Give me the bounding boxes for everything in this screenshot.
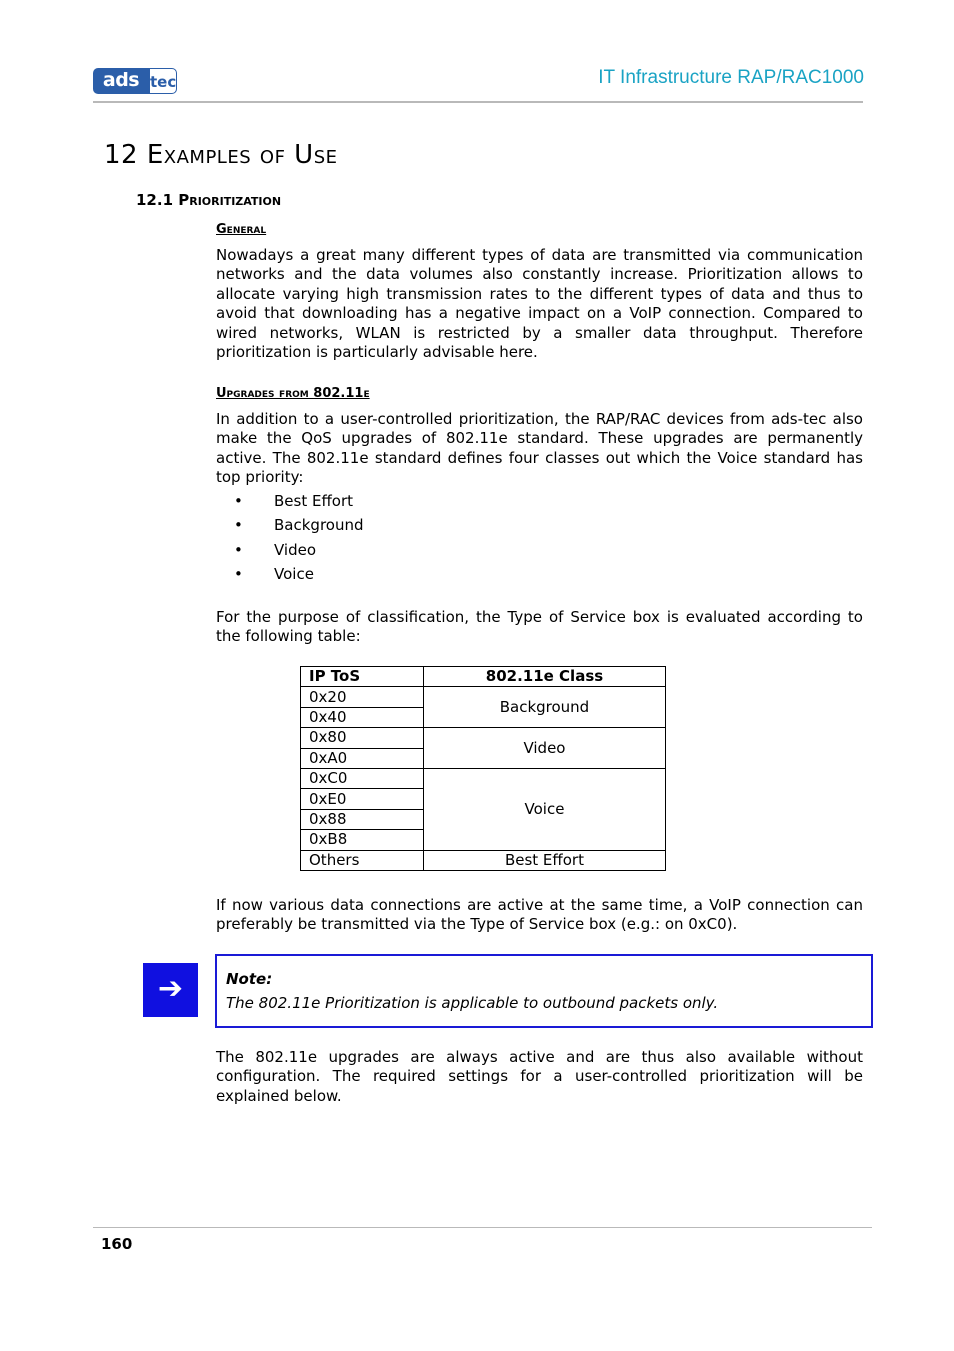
list-item: • Best Effort: [216, 490, 364, 514]
class-list: [216, 490, 364, 588]
general-heading: General: [216, 222, 267, 237]
table-intro-paragraph: For the purpose of classification, the Type of Service box is evaluated according to the following table:: [216, 608, 863, 646]
closing-paragraph: The 802.11e upgrades are always active and are thus also available without configuration. The required settings for a user-controlled prioritization will be explained below.: [216, 1048, 863, 1105]
tos-class-table: [300, 666, 666, 871]
tos-cell: 0x80: [301, 728, 424, 748]
arrow-right-icon: ➔: [143, 963, 198, 1017]
note-title: Note:: [226, 970, 273, 988]
tos-cell: Others: [301, 850, 424, 870]
note-text: The 802.11e Prioritization is applicable to outbound packets only.: [226, 994, 719, 1012]
ads-tec-logo: [93, 68, 177, 94]
class-cell: Voice: [423, 768, 665, 850]
general-paragraph: Nowadays a great many different types of data are transmitted via communication networks and the data volumes also constantly increase. Prioritization allows to allocate varying high transmission rates to the different types of data and thus to avoid that downloading has a negative impact on a VoIP connection. Compared to wired networks, WLAN is restricted by a smaller data throughput. Therefore prioritization is particularly advisable here.: [216, 246, 863, 362]
list-item: • Video: [216, 539, 364, 563]
upgrades-heading: Upgrades from 802.11e: [216, 386, 370, 401]
tos-cell: 0xE0: [301, 789, 424, 809]
table-row: [301, 850, 666, 870]
header-divider: [93, 101, 863, 103]
tos-cell: 0x40: [301, 707, 424, 727]
list-item: • Background: [216, 514, 364, 538]
chapter-heading: 12 Examples of Use: [104, 140, 338, 170]
list-item: • Voice: [216, 563, 364, 587]
class-cell: Background: [423, 687, 665, 728]
class-cell: Best Effort: [423, 850, 665, 870]
column-header-ip-tos: IP ToS: [301, 667, 424, 687]
column-header-class: 802.11e Class: [423, 667, 665, 687]
tos-cell: 0x20: [301, 687, 424, 707]
note-box: [215, 954, 873, 1028]
footer-divider: [93, 1227, 872, 1228]
section-heading: 12.1 Prioritization: [136, 191, 282, 209]
tos-cell: 0xB8: [301, 830, 424, 850]
class-cell: Video: [423, 728, 665, 769]
table-row: [301, 687, 666, 707]
table-row: [301, 768, 666, 788]
tos-cell: 0x88: [301, 809, 424, 829]
table-row: [301, 728, 666, 748]
upgrades-paragraph: In addition to a user-controlled prioritization, the RAP/RAC devices from ads-tec also make the QoS upgrades of 802.11e standard. These upgrades are permanently active. The 802.11e standard defines four classes out which the Voice standard has top priority:: [216, 410, 863, 487]
table-header-row: [301, 667, 666, 687]
document-title: IT Infrastructure RAP/RAC1000: [598, 67, 864, 88]
tos-cell: 0xA0: [301, 748, 424, 768]
page-number: 160: [101, 1235, 133, 1253]
after-table-paragraph: If now various data connections are active at the same time, a VoIP connection can preferably be transmitted via the Type of Service box (e.g.: on 0xC0).: [216, 896, 863, 934]
tos-cell: 0xC0: [301, 768, 424, 788]
logo-main-text: ads: [93, 68, 149, 94]
logo-sub-text: tec: [149, 68, 177, 94]
